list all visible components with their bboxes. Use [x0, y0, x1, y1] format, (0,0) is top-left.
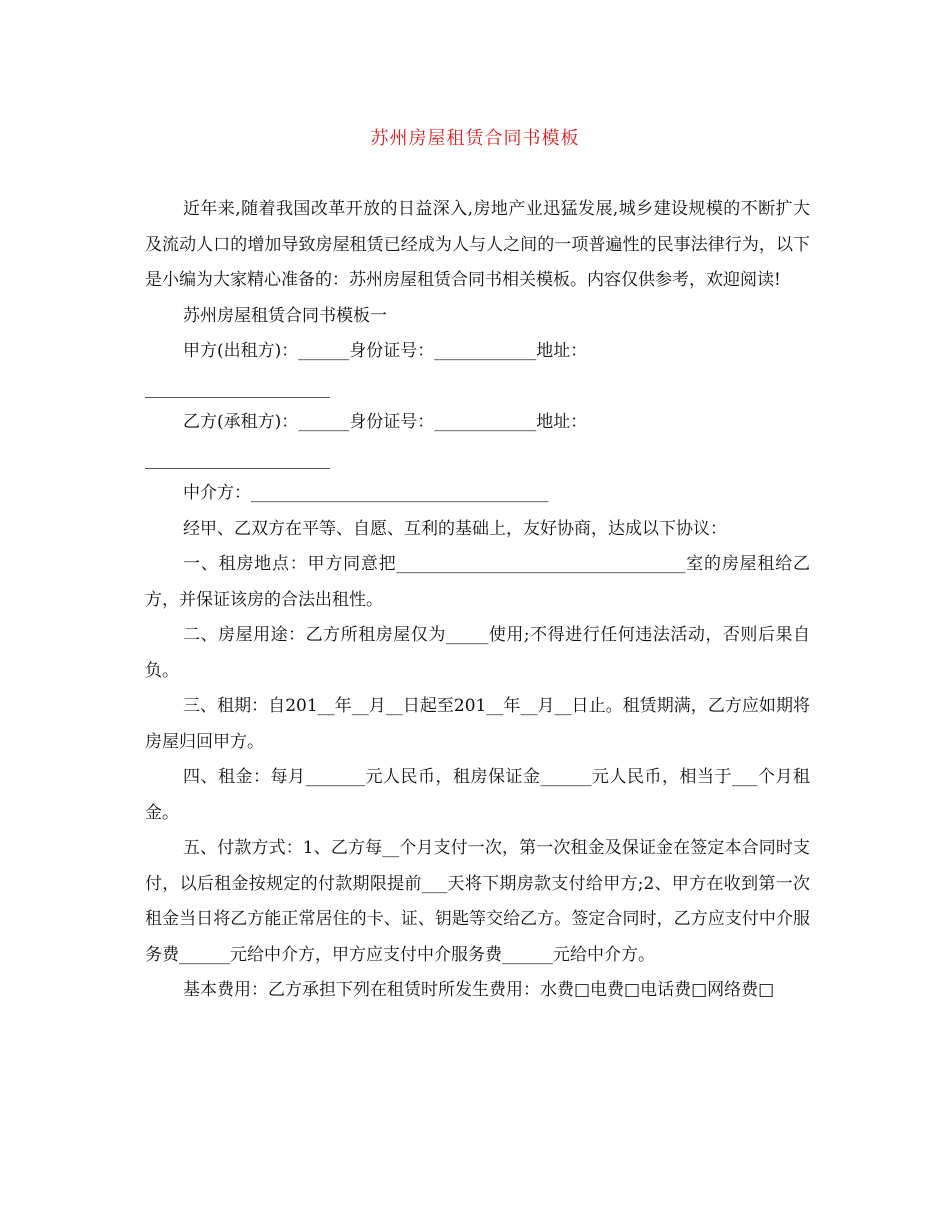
underline-rule — [145, 397, 330, 398]
clause-term: 三、租期：自201__年__月__日起至201__年__月__日止。租赁期满，乙方应如期将房屋归回甲方。 — [145, 696, 810, 752]
document-title: 苏州房屋租赁合同书模板 — [370, 128, 580, 149]
clause-basic-fees: 基本费用：乙方承担下列在租赁时所发生费用：水费□电费□电话费□网络费□ — [183, 980, 775, 1000]
clause-payment: 五、付款方式：1、乙方每__个月支付一次，第一次租金及保证金在签定本合同时支付，以后租金按规定的付款期限提前___天将下期房款支付给甲方;2、甲方在收到第一次租金当日将乙方能正常居住的卡、证、钥匙等交给乙方。签定合同时，乙方应支付中介服务费______元给中介方，甲方应支付中介服务费______元给中介方。 — [145, 838, 810, 965]
underline-rule — [145, 468, 330, 469]
agreement-intro: 经甲、乙双方在平等、自愿、互利的基础上，友好协商，达成以下协议： — [183, 518, 727, 539]
party-b-address-blank — [145, 441, 810, 477]
agent-line: 中介方：___________________________________ — [183, 483, 549, 503]
intro-paragraph: 近年来,随着我国改革开放的日益深入,房地产业迅猛发展,城乡建设规模的不断扩大及流动人口的增加导致房屋租赁已经成为人与人之间的一项普遍性的民事法律行为，以下是小编为大家精心准备的：苏州房屋租赁合同书相关模板。内容仅供参考，欢迎阅读! — [145, 199, 810, 290]
clause-usage: 二、房屋用途：乙方所租房屋仅为_____使用;不得进行任何违法活动，否则后果自负。 — [145, 625, 810, 681]
document-body — [145, 192, 810, 1009]
clause-rent: 四、租金：每月_______元人民币，租房保证金______元人民币，相当于___个月租金。 — [145, 767, 810, 823]
clause-location: 一、租房地点：甲方同意把__________________________________室的房屋租给乙方，并保证该房的合法出租性。 — [145, 554, 810, 610]
section-heading: 苏州房屋租赁合同书模板一 — [183, 305, 387, 326]
party-b-line: 乙方(承租方)：______身份证号：____________地址： — [183, 412, 588, 432]
party-a-address-blank — [145, 370, 810, 406]
party-a-line: 甲方(出租方)：______身份证号：____________地址： — [183, 341, 588, 361]
